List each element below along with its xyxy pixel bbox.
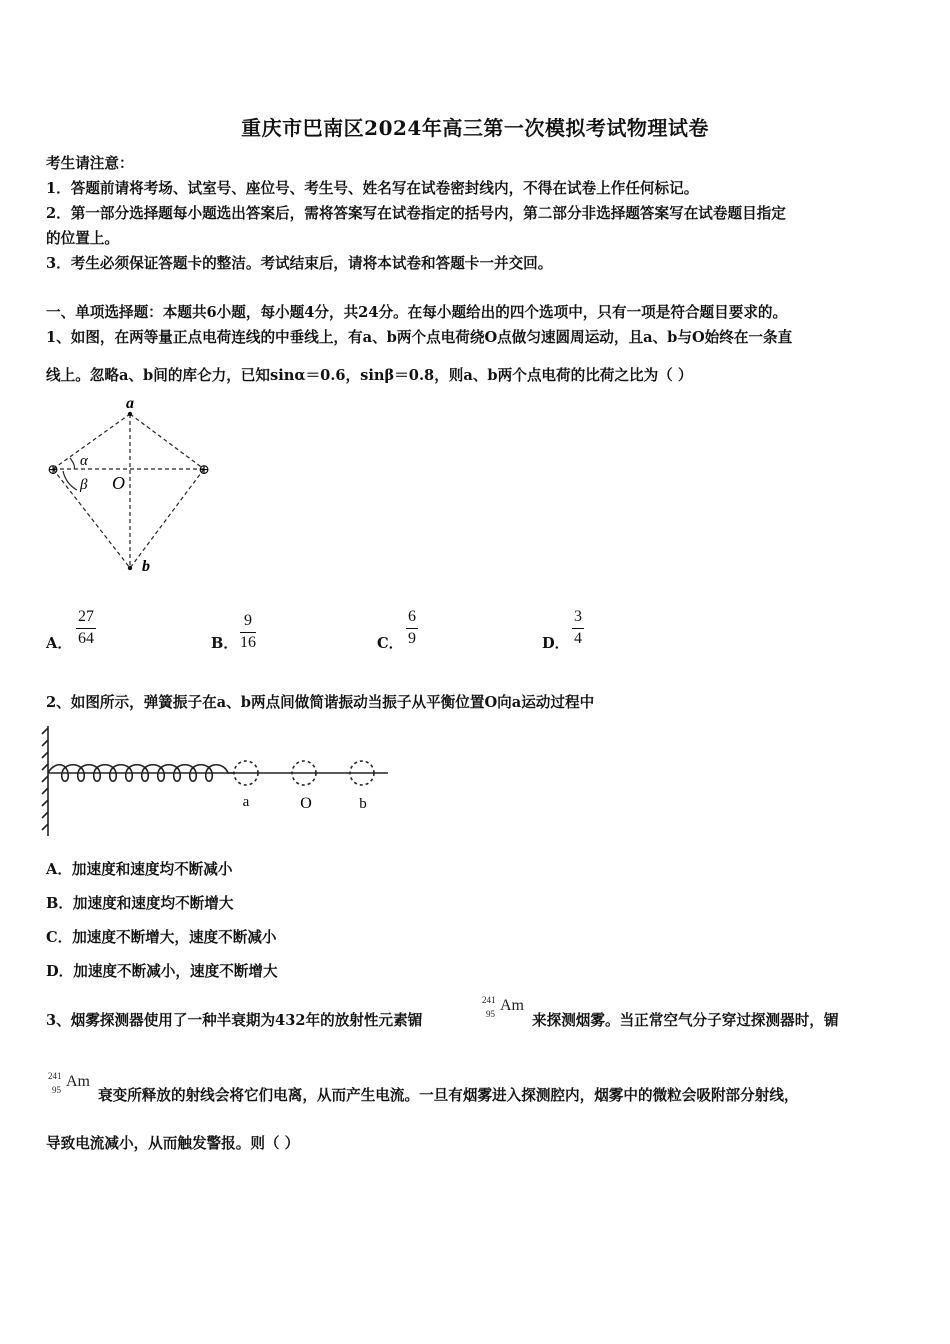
q1-option-c-label: C． [377,635,404,652]
q3-stem-line3: 导致电流减小，从而触发警报。则（ ） [46,1135,300,1152]
q3-stem-line1a: 3、烟雾探测器使用了一种半衰期为432年的放射性元素镅 [46,1012,423,1029]
notice-heading: 考生请注意： [46,155,134,172]
right-charge-icon: ⊕ [198,463,210,478]
q3-nuclide-am: 241 95 Am [482,995,524,1019]
point-o-label: O [112,473,125,493]
position-a-label: a [242,794,250,810]
q1-option-b-fraction: $\frac{9}{16}$ [240,612,256,651]
notice-item: 1．答题前请将考场、试室号、座位号、考生号、姓名写在试卷密封线内，不得在试卷上作任何标记。 [46,180,699,197]
position-b-label: b [359,796,367,812]
notice-item: 的位置上。 [46,230,119,247]
page-title: 重庆市巴南区2024年高三第一次模拟考试物理试卷 [241,116,709,140]
q2-option-d: D．加速度不断减小，速度不断增大 [46,963,278,980]
angle-beta-label: β [80,477,88,493]
q1-option-a-label: A． [46,635,72,652]
section-heading: 一、单项选择题：本题共6小题，每小题4分，共24分。在每小题给出的四个选项中，只有一项是符合题目要求的。 [46,304,788,321]
q1-charge-figure [40,388,230,584]
left-charge-icon: ⊕ [47,463,59,478]
q1-option-a-fraction: $\frac{27}{64}$ [78,608,94,647]
q2-option-a: A．加速度和速度均不断减小 [46,861,233,878]
angle-alpha-label: α [80,453,88,469]
q1-stem-line2: 线上。忽略a、b间的库仑力，已知sinα＝0.6，sinβ＝0.8，则a、b两个点电荷的比荷之比为（ ） [46,367,693,384]
q1-option-d-fraction: $\frac{3}{4}$ [574,608,582,647]
q3-stem-line1b: 来探测烟雾。当正常空气分子穿过探测器时，镅 [532,1012,839,1029]
q2-option-c: C．加速度不断增大，速度不断减小 [46,929,277,946]
q3-stem-line2: 衰变所释放的射线会将它们电离，从而产生电流。一旦有烟雾进入探测腔内，烟雾中的微粒会吸附部分射线， [98,1087,799,1104]
q2-spring-figure [40,722,396,840]
notice-item: 2．第一部分选择题每小题选出答案后，需将答案写在试卷指定的括号内，第二部分非选择题答案写在试卷题目指定 [46,205,786,222]
point-b-label: b [142,558,150,575]
position-o-label: O [300,795,312,812]
notice-item: 3．考生必须保证答题卡的整洁。考试结束后，请将本试卷和答题卡一并交回。 [46,255,553,272]
q1-option-c-fraction: $\frac{6}{9}$ [408,608,416,647]
q3-nuclide-am-2: 241 95 Am [48,1071,90,1095]
q2-stem: 2、如图所示，弹簧振子在a、b两点间做简谐振动当振子从平衡位置O向a运动过程中 [46,694,595,711]
q1-stem-line1: 1、如图，在两等量正点电荷连线的中垂线上，有a、b两个点电荷绕O点做匀速圆周运动，且a、b与O始终在一条直 [46,329,793,346]
q1-option-b-label: B． [211,635,238,652]
q2-option-b: B．加速度和速度均不断增大 [46,895,234,912]
q1-option-d-label: D． [542,635,570,652]
point-a-label: a [126,395,134,412]
